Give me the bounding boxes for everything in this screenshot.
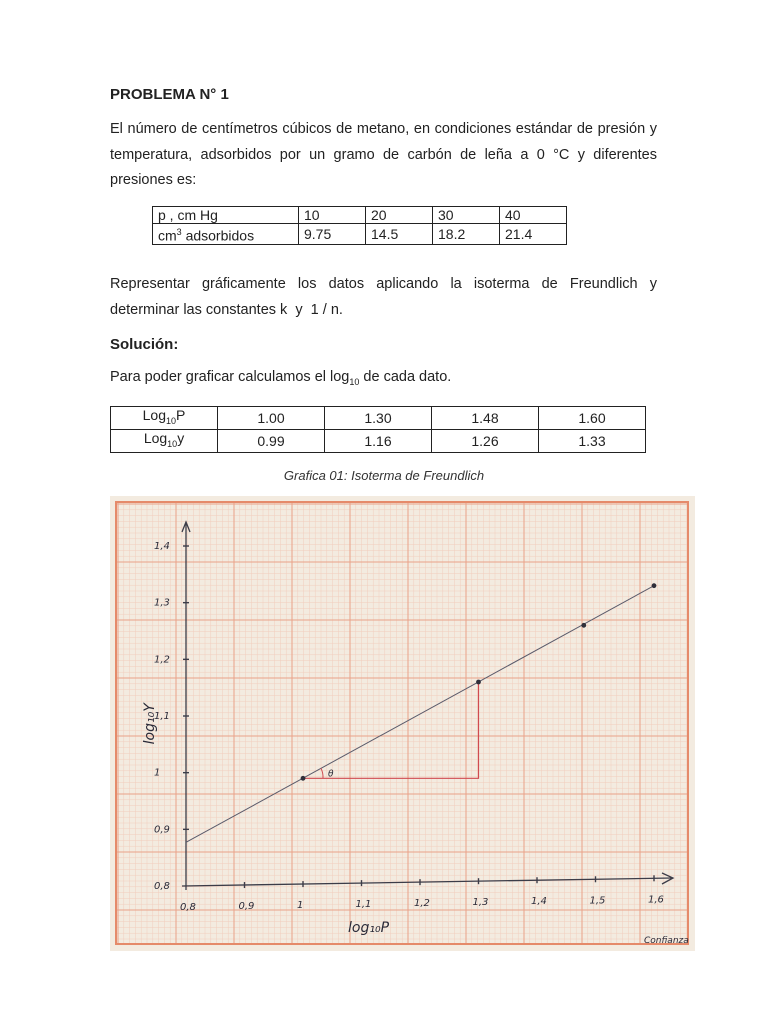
solution-heading: Solución: xyxy=(110,336,179,353)
logy-cell: 1.16 xyxy=(325,429,432,452)
x-tick-label: 1,1 xyxy=(355,899,372,911)
table-row xyxy=(153,224,567,245)
x-tick-label: 0,9 xyxy=(238,901,255,913)
data-point xyxy=(476,680,481,685)
y-tick-label: 0,8 xyxy=(154,881,170,892)
problem-heading: PROBLEMA N° 1 xyxy=(110,86,229,103)
problem-statement: El número de centímetros cúbicos de metano, en condiciones estándar de presión y temperatura, adsorbidos por un gramo de carbón de leña a 0 °C y diferentes presiones es: xyxy=(110,121,657,188)
data-point xyxy=(301,776,306,781)
label-part: Log xyxy=(142,407,166,423)
row-label-logy xyxy=(111,429,218,452)
adsorbed-cell: 21.4 xyxy=(500,224,567,245)
x-tick-label: 1 xyxy=(297,900,304,912)
subscript: 10 xyxy=(166,415,177,426)
logy-cell: 0.99 xyxy=(218,429,325,452)
intro-part: Para poder graficar calculamos el log xyxy=(110,369,350,385)
x-tick-label: 1,4 xyxy=(531,896,547,908)
x-tick-label: 1,2 xyxy=(414,898,430,910)
y-axis-label: log₁₀Y xyxy=(142,703,158,745)
label-part: y xyxy=(177,429,185,446)
y-tick-label: 1,4 xyxy=(154,541,170,552)
logp-cell: 1.00 xyxy=(218,407,325,430)
logp-cell: 1.48 xyxy=(432,407,539,430)
adsorbed-cell: 14.5 xyxy=(366,224,433,245)
subscript: 10 xyxy=(167,438,178,449)
superscript: 3 xyxy=(176,227,182,237)
pressure-cell: 10 xyxy=(299,207,366,224)
table-row xyxy=(153,207,567,224)
angle-label: θ xyxy=(328,769,334,780)
y-tick-label: 1,3 xyxy=(154,597,170,609)
signature: Confianza xyxy=(644,936,689,946)
solution-intro xyxy=(110,369,451,387)
x-tick-label: 1,3 xyxy=(472,897,489,909)
pressure-cell: 40 xyxy=(500,207,567,224)
logp-cell: 1.60 xyxy=(539,407,646,430)
label-part: adsorbidos xyxy=(181,227,255,244)
figure-caption: Grafica 01: Isoterma de Freundlich xyxy=(283,468,485,483)
log-values-table xyxy=(110,406,646,453)
pressure-cell: 30 xyxy=(433,207,500,224)
label-part: Log xyxy=(143,429,168,446)
y-tick-label: 0,9 xyxy=(154,824,170,836)
label-part: P xyxy=(176,407,186,423)
logy-cell: 1.26 xyxy=(432,429,539,452)
row-label-logp xyxy=(111,407,218,430)
logp-cell: 1.30 xyxy=(325,407,432,430)
subscript: 10 xyxy=(349,376,360,387)
task-statement: Representar gráficamente los datos aplicando la isoterma de Freundlich y determinar las constantes k y 1 / n. xyxy=(110,276,662,318)
table-row xyxy=(111,407,646,430)
adsorbed-cell: 9.75 xyxy=(299,224,366,245)
y-tick-label: 1,1 xyxy=(154,711,170,722)
x-tick-label: 0,8 xyxy=(180,902,196,913)
row-label-adsorbed xyxy=(153,224,299,245)
intro-part: de cada dato. xyxy=(359,369,452,385)
pressure-cell: 20 xyxy=(366,207,433,224)
data-point xyxy=(581,623,586,628)
logy-cell: 1.33 xyxy=(539,429,646,452)
y-tick-label: 1 xyxy=(154,767,161,779)
x-tick-label: 1,6 xyxy=(648,894,664,906)
freundlich-chart xyxy=(110,496,695,951)
adsorbed-cell: 18.2 xyxy=(433,224,500,245)
table-row xyxy=(111,429,646,452)
data-point xyxy=(652,583,657,588)
pressure-adsorption-table xyxy=(152,206,567,245)
x-axis-label: log₁₀P xyxy=(348,920,390,936)
freundlich-graph-photo xyxy=(110,496,695,951)
x-tick-label: 1,5 xyxy=(589,895,606,907)
label-part: cm xyxy=(158,227,177,244)
y-tick-label: 1,2 xyxy=(154,654,170,666)
row-label-pressure: p , cm Hg xyxy=(153,207,299,224)
